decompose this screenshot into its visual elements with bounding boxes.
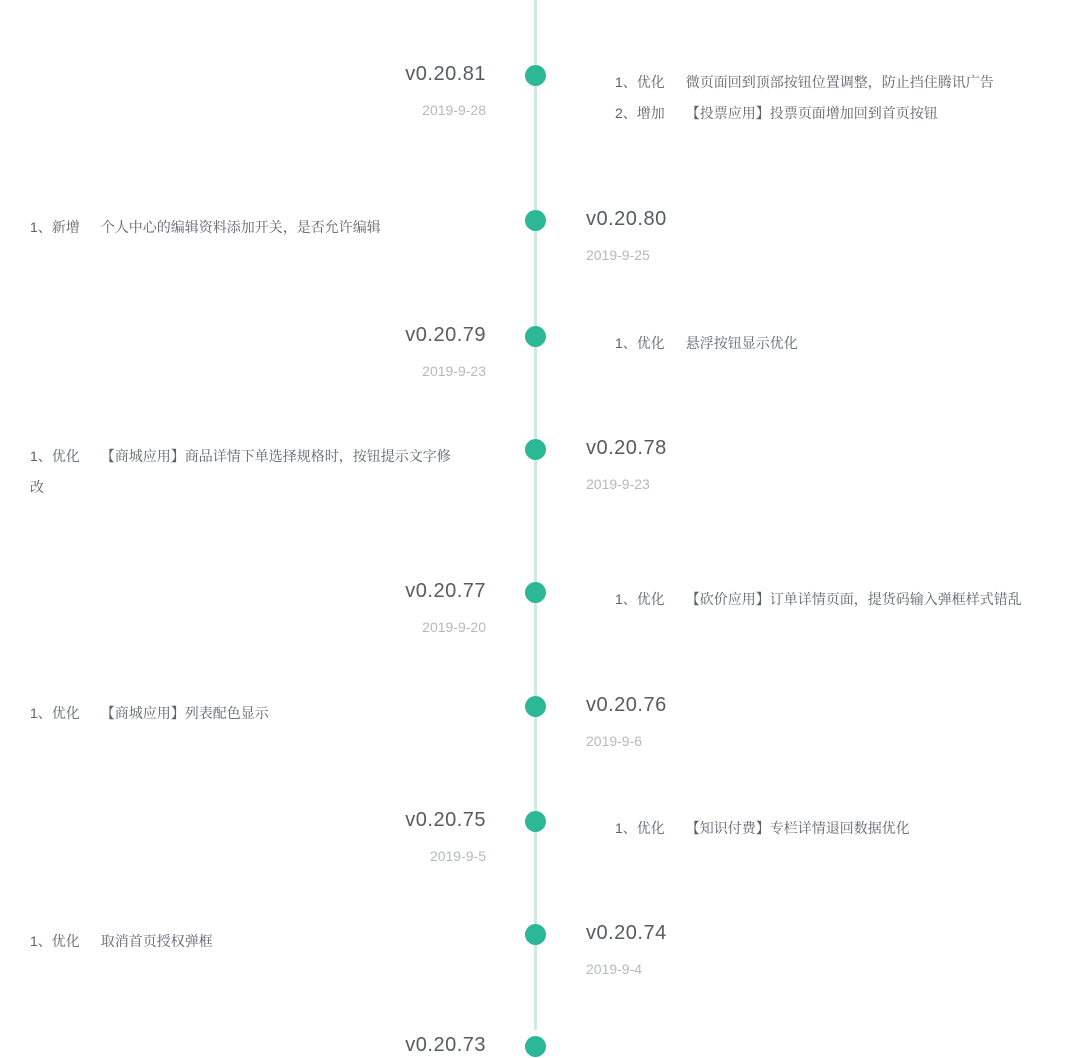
change-item <box>30 926 456 957</box>
change-type-label: 1、优化 <box>615 591 665 607</box>
version-label: v0.20.75 <box>405 809 486 831</box>
change-type-label: 1、优化 <box>30 448 80 464</box>
change-description: 【商城应用】商品详情下单选择规格时，按钮提示文字修改 <box>30 448 451 495</box>
change-list <box>30 926 456 957</box>
version-label: v0.20.79 <box>405 324 486 346</box>
timeline-dot <box>525 326 546 347</box>
timeline-dot <box>525 924 546 945</box>
version-label: v0.20.78 <box>586 437 667 459</box>
change-list <box>30 212 456 243</box>
change-item <box>615 98 1060 129</box>
change-list <box>615 67 1060 129</box>
version-date: 2019-9-5 <box>429 848 486 864</box>
change-description: 【砍价应用】订单详情页面，提货码输入弹框样式错乱 <box>685 591 1022 607</box>
change-item <box>615 328 1060 359</box>
change-list <box>615 328 1060 359</box>
version-date: 2019-9-6 <box>586 733 643 749</box>
change-item <box>615 584 1060 615</box>
version-date: 2019-9-20 <box>422 619 486 635</box>
change-description: 悬浮按钮显示优化 <box>685 335 798 351</box>
change-description: 取消首页授权弹框 <box>100 933 213 949</box>
change-description: 个人中心的编辑资料添加开关，是否允许编辑 <box>100 219 381 235</box>
change-item <box>30 212 456 243</box>
change-type-label: 1、优化 <box>615 335 665 351</box>
version-block <box>586 207 667 263</box>
change-description: 【商城应用】列表配色显示 <box>100 705 269 721</box>
timeline-dot <box>525 811 546 832</box>
version-block <box>405 323 486 379</box>
version-block <box>405 62 486 118</box>
change-description: 微页面回到顶部按钮位置调整，防止挡住腾讯广告 <box>685 74 994 90</box>
version-block <box>586 436 667 492</box>
change-type-label: 2、增加 <box>615 105 665 121</box>
version-block <box>586 921 667 977</box>
change-item <box>615 67 1060 98</box>
change-description: 【知识付费】专栏详情退回数据优化 <box>685 820 910 836</box>
version-block <box>405 1033 486 1058</box>
change-type-label: 1、新增 <box>30 219 80 235</box>
version-date: 2019-9-25 <box>586 247 650 263</box>
version-block <box>405 808 486 864</box>
timeline-dot <box>525 696 546 717</box>
change-list <box>30 441 456 503</box>
version-label: v0.20.81 <box>405 63 486 85</box>
version-date: 2019-9-23 <box>586 476 650 492</box>
change-list <box>615 813 1060 844</box>
change-list <box>615 584 1060 615</box>
timeline-dot <box>525 1036 546 1057</box>
version-label: v0.20.80 <box>586 208 667 230</box>
change-description: 【投票应用】投票页面增加回到首页按钮 <box>685 105 938 121</box>
timeline-dot <box>525 582 546 603</box>
version-label: v0.20.73 <box>405 1034 486 1056</box>
timeline-dot <box>525 210 546 231</box>
change-type-label: 1、优化 <box>615 74 665 90</box>
version-date: 2019-9-28 <box>422 102 486 118</box>
timeline-dot <box>525 439 546 460</box>
version-label: v0.20.76 <box>586 694 667 716</box>
version-date: 2019-9-23 <box>422 363 486 379</box>
change-type-label: 1、优化 <box>30 705 80 721</box>
change-type-label: 1、优化 <box>615 820 665 836</box>
version-label: v0.20.74 <box>586 922 667 944</box>
change-item <box>30 441 456 503</box>
change-list <box>30 698 456 729</box>
change-item <box>615 813 1060 844</box>
change-item <box>30 698 456 729</box>
timeline-dot <box>525 65 546 86</box>
version-block <box>405 579 486 635</box>
version-block <box>586 693 667 749</box>
version-label: v0.20.77 <box>405 580 486 602</box>
change-type-label: 1、优化 <box>30 933 80 949</box>
timeline-line <box>534 0 537 1030</box>
version-date: 2019-9-4 <box>586 961 643 977</box>
